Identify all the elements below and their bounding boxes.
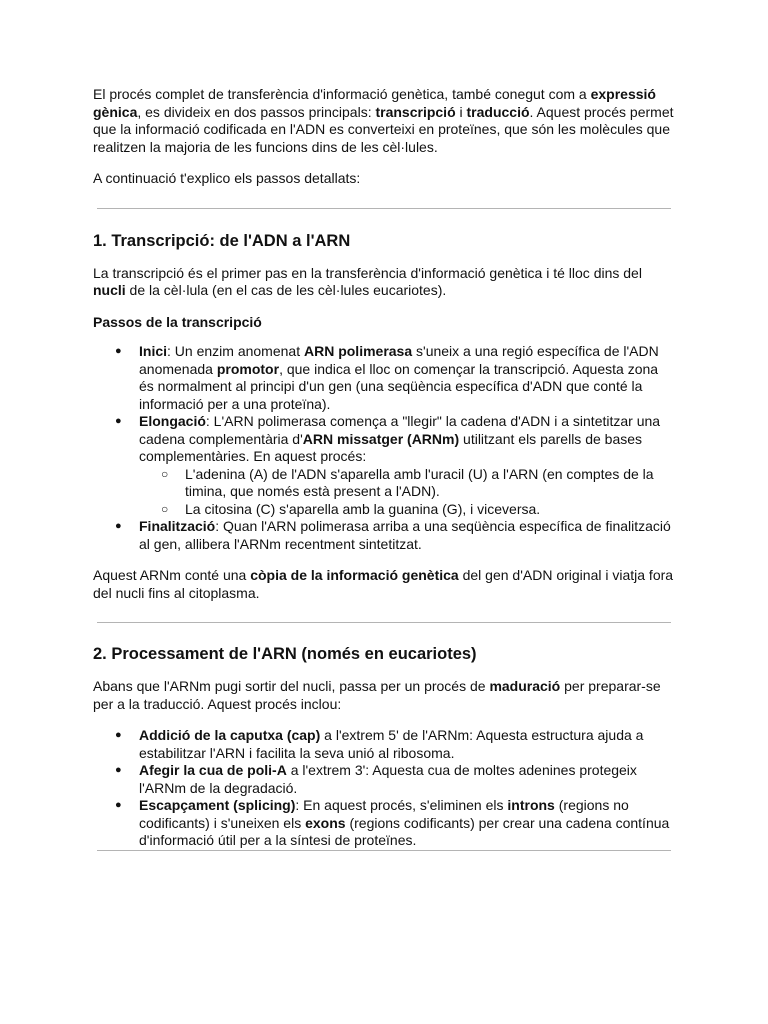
bullet-icon: ● bbox=[115, 415, 122, 427]
text-span: : L'ARN polimerasa comença a "llegir" la cadena d'ADN i a sintetitzar una cadena complementària d' bbox=[139, 413, 661, 447]
bold-term: maduració bbox=[489, 678, 561, 694]
bold-term: Inici bbox=[139, 343, 168, 359]
section-heading-rna-processing: 2. Processament de l'ARN (només en eucariotes) bbox=[93, 645, 477, 663]
text-span: : En aquest procés, s'eliminen els bbox=[295, 797, 508, 813]
subheading-transcription-steps: Passos de la transcripció bbox=[93, 313, 262, 330]
text-span: : Quan l'ARN polimerasa arriba a una seqüència específica de finalització al gen, allibera l'ARNm recentment sintetitzat. bbox=[139, 518, 671, 552]
intro-paragraph bbox=[93, 86, 675, 156]
bold-term: ARN missatger (ARNm) bbox=[302, 430, 460, 447]
text-span: L'adenina (A) de l'ADN s'aparella amb l'uracil (U) a l'ARN (en comptes de la timina, que només està present a l'ADN). bbox=[185, 465, 654, 499]
bold-term: Elongació bbox=[139, 413, 206, 429]
text-span: (regions codificants) per crear una cadena contínua d'informació útil per a la síntesi de proteïnes. bbox=[139, 814, 670, 848]
rna-processing-list bbox=[93, 727, 675, 850]
text-span: La citosina (C) s'aparella amb la guanina (G), i viceversa. bbox=[185, 500, 541, 517]
section1-closing-paragraph bbox=[93, 567, 675, 602]
text-span: . Aquest procés permet que la informació codificada en l'ADN es converteixi en proteïnes, que són les molècules que realitzen la majoria de les funcions dins de les cèl·lules. bbox=[93, 103, 674, 155]
bullet-icon: ● bbox=[115, 764, 122, 776]
circle-bullet-icon: ○ bbox=[161, 466, 169, 481]
text-span: utilitzant els parells de bases complementàries. En aquest procés: bbox=[139, 430, 643, 464]
bold-term: Finalització bbox=[139, 518, 216, 534]
text-span: , que indica el lloc on començar la transcripció. Aquesta zona és normalment al principi d'un gen (una seqüència específica d'ADN que conté la informació per a una proteïna). bbox=[139, 360, 659, 412]
elongation-sublist bbox=[139, 466, 675, 519]
text-span: Abans que l'ARNm pugi sortir del nucli, passa per un procés de bbox=[93, 678, 490, 694]
bold-term: nucli bbox=[93, 282, 126, 298]
list-item-splicing bbox=[115, 797, 675, 850]
list-item-finalitzacio bbox=[115, 518, 675, 553]
sublist-item bbox=[161, 500, 675, 519]
text-span: Aquest ARNm conté una bbox=[93, 567, 251, 583]
horizontal-divider bbox=[97, 208, 671, 209]
section1-paragraph bbox=[93, 265, 675, 300]
text-span: de la cèl·lula (en el cas de les cèl·lules eucariotes). bbox=[125, 282, 447, 298]
transcription-steps-list bbox=[93, 343, 675, 553]
text-span: El procés complet de transferència d'informació genètica, també conegut com a bbox=[93, 86, 591, 102]
bullet-icon: ● bbox=[115, 345, 122, 357]
section-heading-transcription: 1. Transcripció: de l'ADN a l'ARN bbox=[93, 231, 351, 250]
text-span: a l'extrem 3': Aquesta cua de moltes adenines protegeix l'ARNm de la degradació. bbox=[139, 762, 637, 796]
sublist-item bbox=[161, 465, 675, 501]
list-item-inici bbox=[115, 343, 675, 413]
bold-term: introns bbox=[507, 797, 555, 813]
list-item-elongacio bbox=[115, 413, 675, 518]
text-span: per preparar-se per a la traducció. Aquest procés inclou: bbox=[93, 678, 661, 712]
horizontal-divider bbox=[97, 622, 671, 623]
list-item-cap bbox=[115, 727, 675, 762]
bullet-icon: ● bbox=[115, 520, 122, 532]
document-page bbox=[93, 86, 675, 851]
circle-bullet-icon: ○ bbox=[161, 501, 169, 516]
text-span: a l'extrem 5' de l'ARNm: Aquesta estructura ajuda a estabilitzar l'ARN i facilita la seva unió al ribosoma. bbox=[139, 727, 644, 761]
list-item-poly-a bbox=[115, 762, 675, 797]
bold-term: Escapçament (splicing) bbox=[139, 797, 296, 813]
bold-term: transcripció bbox=[375, 103, 456, 120]
text-span: del gen d'ADN original i viatja fora del nucli fins al citoplasma. bbox=[93, 567, 674, 601]
text-span: s'uneix a una regió específica de l'ADN anomenada bbox=[139, 343, 659, 377]
text-span: La transcripció és el primer pas en la transferència d'informació genètica i té lloc dins del bbox=[93, 264, 642, 281]
text-span: : Un enzim anomenat bbox=[167, 343, 304, 359]
bold-term: còpia de la informació genètica bbox=[250, 567, 459, 583]
bold-term: exons bbox=[305, 814, 346, 831]
bullet-icon: ● bbox=[115, 729, 122, 741]
horizontal-divider bbox=[97, 850, 671, 851]
text-span: i bbox=[455, 103, 467, 120]
bold-term: promotor bbox=[216, 360, 280, 377]
bullet-icon: ● bbox=[115, 799, 122, 811]
bold-term: Afegir la cua de poli-A bbox=[139, 762, 287, 778]
section2-paragraph bbox=[93, 678, 675, 713]
bold-term: expressió gènica bbox=[93, 86, 656, 120]
intro-followup: A continuació t'explico els passos detallats: bbox=[93, 170, 361, 186]
text-span: (regions no codificants) i s'uneixen els bbox=[139, 797, 629, 831]
bold-term: Addició de la caputxa (cap) bbox=[139, 727, 321, 743]
bold-term: traducció bbox=[466, 103, 530, 120]
text-span: , es divideix en dos passos principals: bbox=[137, 103, 376, 120]
bold-term: ARN polimerasa bbox=[303, 343, 413, 359]
